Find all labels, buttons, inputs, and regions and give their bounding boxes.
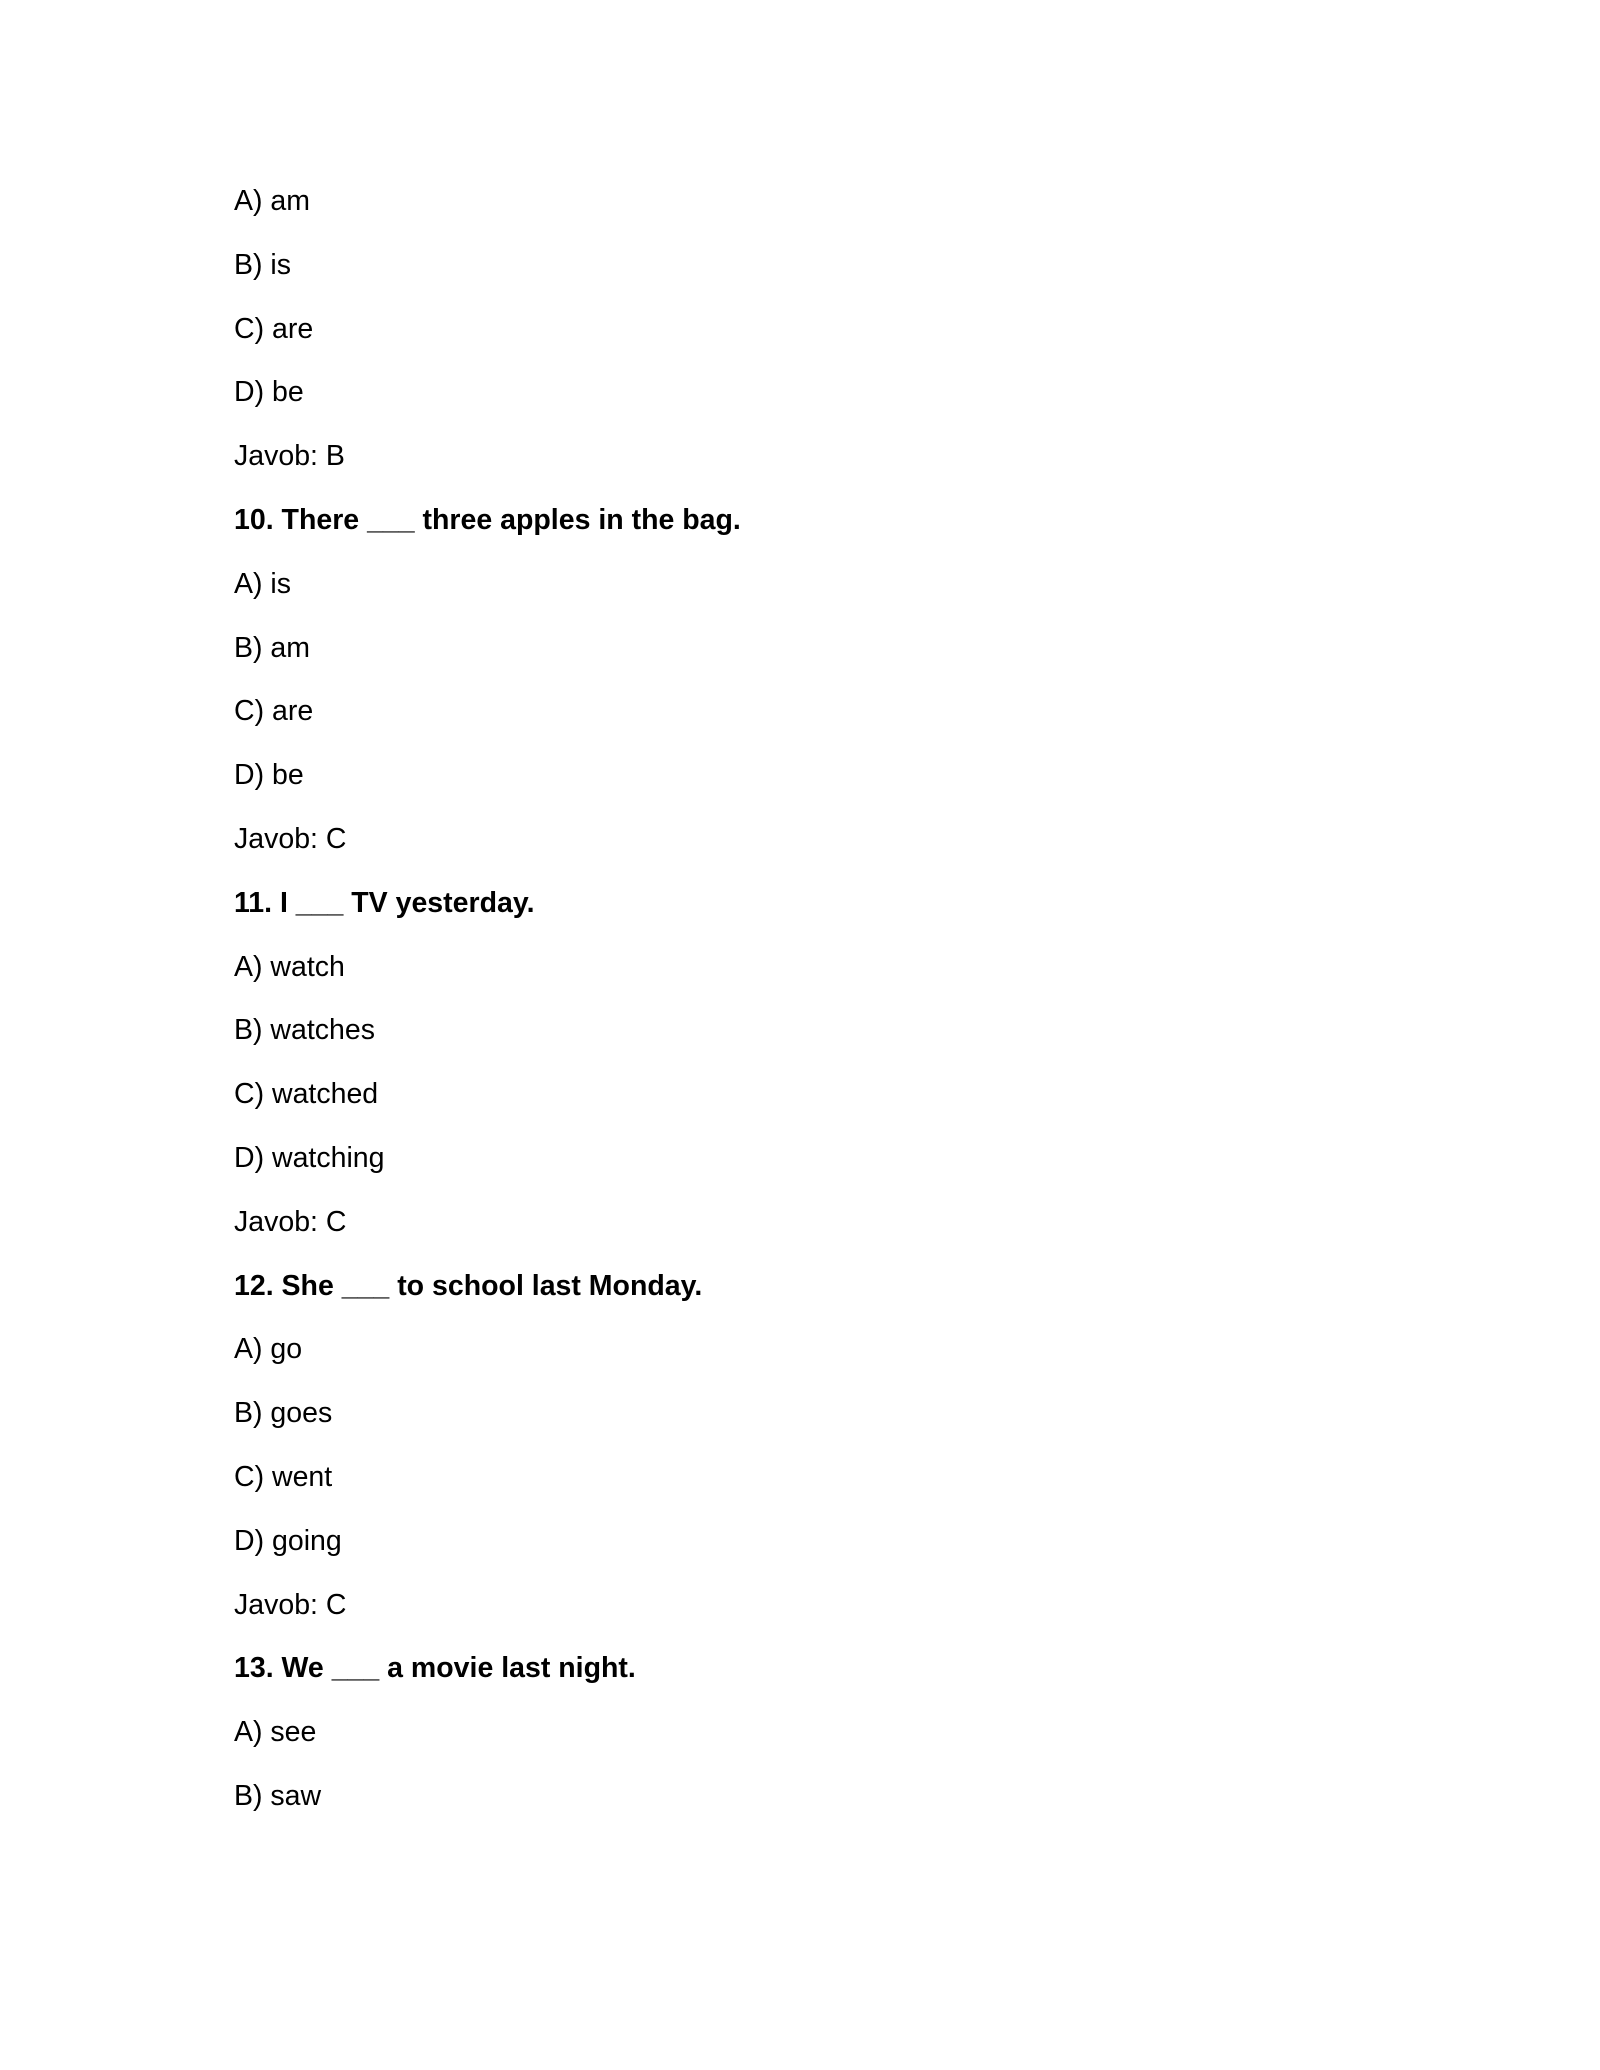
option-line: B) saw (234, 1779, 322, 1812)
option-line: D) be (234, 759, 304, 792)
option-line: A) is (234, 567, 291, 600)
option-line: B) goes (234, 1397, 333, 1430)
option-line: C) went (234, 1460, 333, 1493)
option-line: B) is (234, 248, 291, 281)
answer-line: Javob: C (234, 1588, 347, 1621)
option-line: A) am (234, 185, 311, 217)
option-line: C) are (234, 312, 314, 345)
option-line: C) are (234, 695, 314, 728)
option-line: D) watching (234, 1141, 385, 1174)
answer-line: Javob: C (234, 1205, 347, 1238)
quiz-content (234, 182, 1434, 1841)
question-line: 13. We ___ a movie last night. (234, 1652, 636, 1685)
option-line: B) watches (234, 1014, 375, 1047)
option-line: D) going (234, 1524, 342, 1557)
option-line: A) see (234, 1716, 317, 1749)
option-line: B) am (234, 631, 311, 664)
answer-line: Javob: B (234, 440, 345, 473)
option-line: C) watched (234, 1078, 379, 1111)
answer-line: Javob: C (234, 822, 347, 855)
question-line: 10. There ___ three apples in the bag. (234, 503, 741, 536)
question-line: 12. She ___ to school last Monday. (234, 1269, 703, 1302)
option-line: A) watch (234, 950, 345, 983)
option-line: D) be (234, 376, 304, 409)
question-line: 11. I ___ TV yesterday. (234, 886, 535, 919)
option-line: A) go (234, 1333, 303, 1366)
